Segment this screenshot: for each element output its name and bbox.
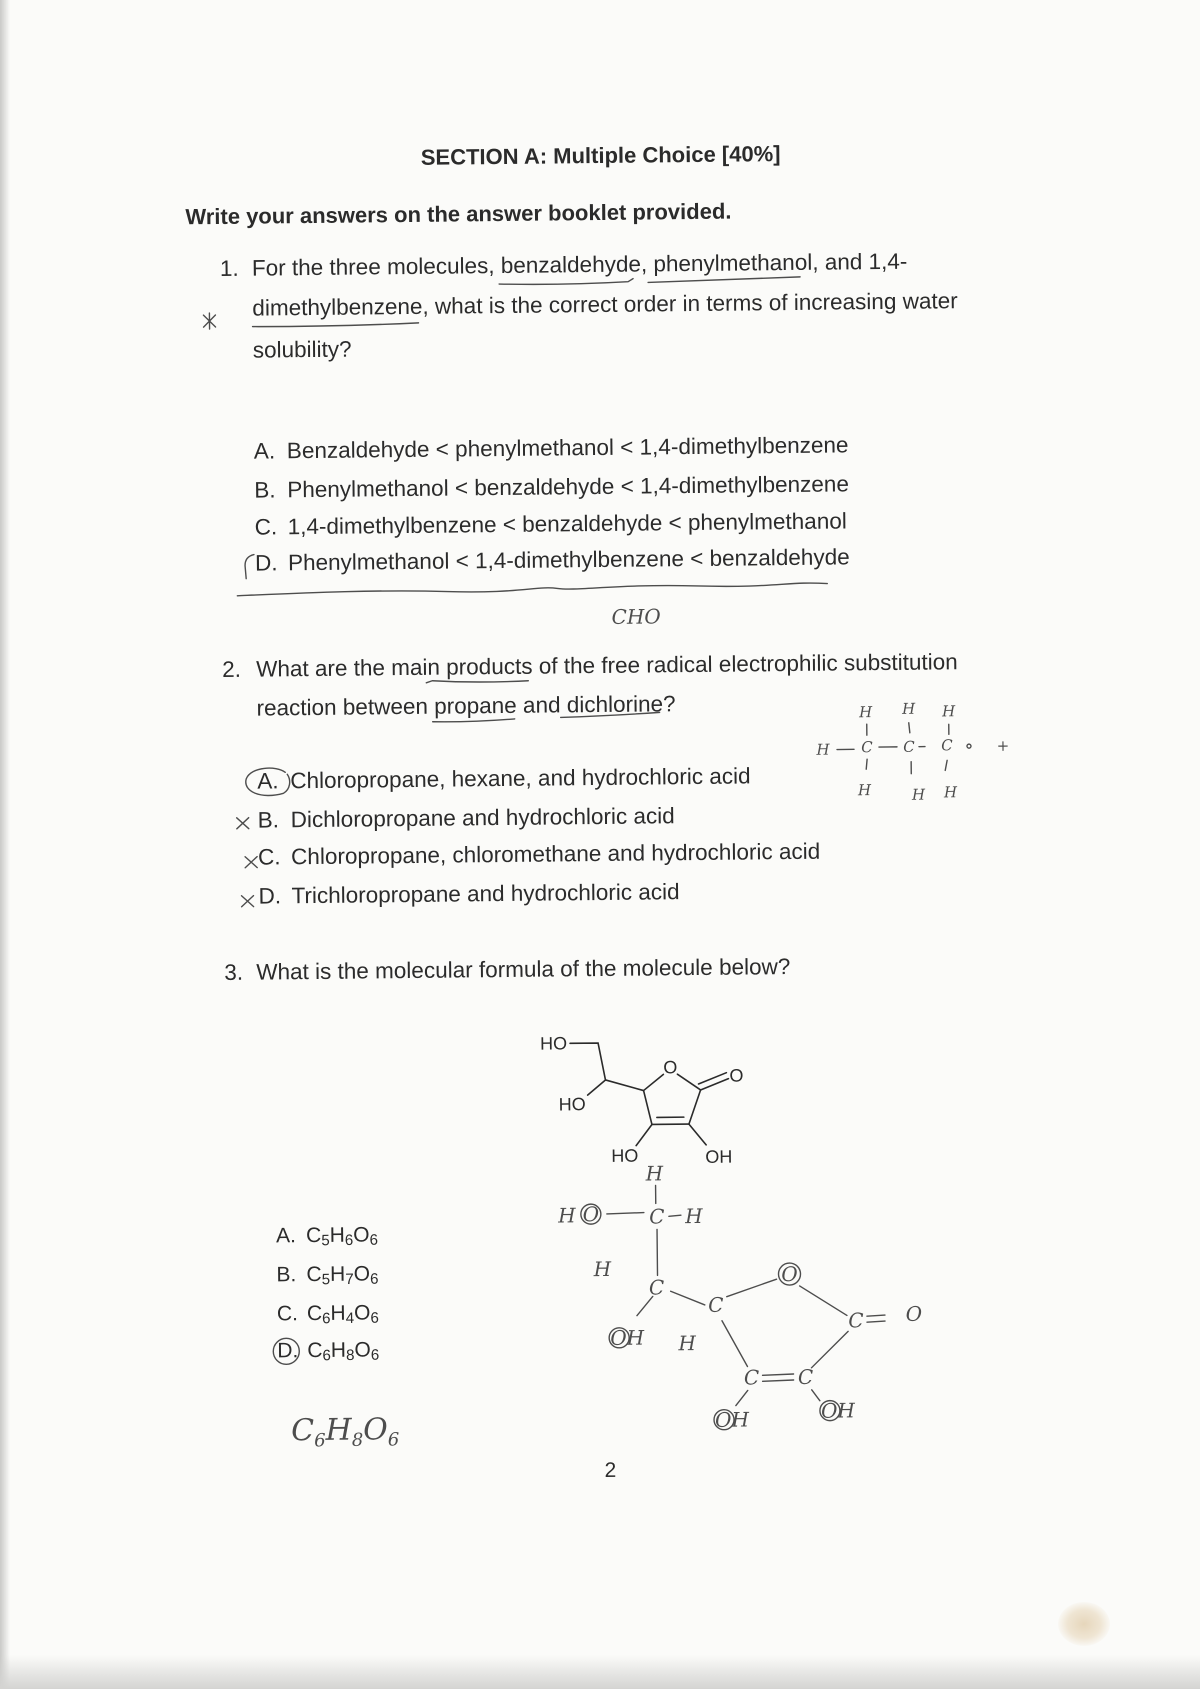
sketch-bonds [607,1183,886,1407]
sketch-atom-h: H [911,785,926,804]
molecule-label-ho: HO [611,1145,639,1166]
sketch-group-oh: OH [610,1325,645,1350]
sketch-atom-c: C [861,738,873,757]
bracket-mark-option-d [245,555,254,579]
bond [605,1080,643,1091]
sketch-atom-h: H [941,702,956,721]
question-text-line: What are the main products of the free radical electrophilic substitution [256,649,958,682]
molecule-bonds [570,1042,729,1147]
ring-bond [677,1074,700,1090]
option-text: Chloropropane, hexane, and hydrochloric acid [290,763,751,794]
formula-element: O [353,1262,371,1286]
ring-bond [643,1074,663,1090]
section-title: SECTION A: Multiple Choice [40%] [420,141,781,170]
underline-dimethylbenzene [253,323,419,327]
wavy-underline-option-d [237,583,827,596]
formula-subscript: 5 [321,1232,330,1250]
ring-bond [689,1090,701,1124]
formula-element: H [330,1338,347,1362]
sketch-atom-h: H [558,1203,576,1228]
option-text: Phenylmethanol < benzaldehyde < 1,4-dimethylbenzene [287,471,850,503]
formula-subscript: 6 [370,1346,380,1364]
sketch-atom-h: H [678,1331,697,1356]
sketch-atom-o: O [582,1202,600,1227]
option-label: C. [254,514,278,540]
formula-subscript: 6 [369,1231,379,1249]
sketch-atom-o: O [781,1261,798,1287]
cross-mark-icon [242,896,254,907]
formula-subscript: 6 [344,1231,354,1250]
sketch-circled-oxygen [581,1202,601,1227]
handwritten-answer-formula [290,1412,400,1452]
handwritten-note-cho: CHO [611,604,661,629]
option-text: Trichloropropane and hydrochloric acid [291,879,680,909]
ring-bond [644,1090,652,1124]
bond [587,1080,605,1095]
option-text: Benzaldehyde < phenylmethanol < 1,4-dimethylbenzene [286,432,849,464]
formula-element: H [329,1223,345,1247]
option-label: D. [277,1339,299,1363]
sketch-atom-o: O [905,1301,923,1326]
instructions: Write your answers on the answer booklet provided. [185,198,732,230]
sketch-atom-c: C [649,1204,665,1229]
bond [636,1124,652,1145]
option-label: B. [257,807,280,833]
printed-molecule-structure [540,1032,744,1169]
sketch-atom-c: C [743,1365,760,1390]
formula-subscript: 6 [322,1347,331,1365]
formula-subscript: 6 [369,1270,379,1288]
formula-element: C [290,1413,315,1449]
option-label: A. [257,768,279,794]
molecule-label-ring-oxygen: O [663,1057,678,1078]
option-text: Dichloropropane and hydrochloric acid [290,803,675,833]
sketch-atom-h: H [858,703,873,722]
sketch-atom-h: H [943,783,958,802]
q3-handwritten-marks [271,1159,923,1437]
formula-element: H [330,1301,346,1325]
formula-element: H [329,1262,346,1286]
sketch-atom-h: H [901,699,916,718]
option-text: Phenylmethanol < 1,4-dimethylbenzene < benzaldehyde [287,544,850,576]
option-label: C. [257,844,281,870]
option-text: Chloropropane, chloromethane and hydrochloric acid [290,838,821,870]
sketch-atom-h: H [816,740,830,759]
option-label: B. [276,1263,297,1287]
formula-subscript: 7 [345,1270,354,1289]
asterisk-mark-icon [203,313,215,329]
molecule-label-ho: HO [558,1094,586,1115]
cross-mark-icon [245,857,257,868]
formula-element: C [307,1338,323,1363]
question-text-line: What is the molecular formula of the molecule below? [256,954,791,985]
option-label: C. [276,1302,299,1326]
question-number: 2. [222,656,242,682]
sketch-atom-h: H [685,1203,703,1229]
formula-element: C [305,1223,322,1248]
question-number: 1. [219,255,239,281]
sketch-plus: + [996,736,1010,755]
sketch-circled-oxygen [714,1410,734,1430]
sketch-bonds [837,722,950,774]
formula-subscript: 6 [387,1429,400,1451]
formula-subscript: 4 [345,1309,355,1328]
formula-element: C [306,1301,323,1326]
question-text-line: reaction between propane and dichlorine? [256,691,676,721]
sketch-atom-c: C [941,736,953,755]
option-text: 1,4-dimethylbenzene < benzaldehyde < phenylmethanol [287,508,847,540]
formula-subscript: 5 [321,1271,331,1289]
option-label: A. [275,1224,297,1248]
option-label: D. [254,550,278,576]
option-formula [307,1336,379,1365]
sketch-atom-c: C [797,1364,814,1389]
sketch-atom-c: C [848,1308,864,1333]
option-formula [307,1299,379,1328]
formula-subscript: 8 [351,1429,364,1451]
option-label: D. [258,883,282,909]
formula-element: O [362,1412,388,1448]
sketch-group-oh: OH [714,1407,750,1432]
sketch-circled-oxygen [778,1263,800,1285]
cross-mark-icon [237,818,249,829]
sketch-atom-h: H [645,1161,664,1186]
sketch-atom-c: C [648,1275,665,1300]
formula-subscript: 6 [322,1310,331,1328]
formula-element: C [306,1262,322,1287]
option-formula [306,1221,378,1250]
option-label: B. [254,477,276,503]
molecule-label-carbonyl-oxygen: O [729,1065,744,1086]
page-number: 2 [604,1458,617,1482]
question-text-line: solubility? [252,336,352,363]
sketch-atom-c: C [903,737,915,756]
sketch-circled-oxygen [609,1328,629,1348]
sketch-circled-oxygen [820,1401,840,1421]
handwritten-propane-sketch [815,699,1010,805]
formula-subscript: 6 [314,1430,326,1452]
option-formula [306,1260,378,1289]
formula-subscript: 6 [370,1309,379,1327]
formula-element: H [325,1412,352,1448]
molecule-label-ho: HO [539,1033,568,1054]
molecule-label-oh: OH [705,1146,733,1167]
sketch-atom-c: C [708,1292,724,1317]
sketch-atom-h: H [857,781,872,800]
formula-element: O [353,1223,370,1247]
bond [570,1043,605,1080]
carbonyl-double-bond [698,1073,728,1090]
bond [689,1124,706,1145]
formula-element: O [354,1338,371,1362]
handwritten-structure-sketch [557,1159,924,1434]
question-text-line: For the three molecules, benzaldehyde, phenylmethanol, and 1,4- [251,248,908,281]
question-number: 3. [224,959,244,985]
sketch-group-oh: OH [820,1398,855,1423]
sketch-dot [967,744,971,748]
formula-element: O [353,1301,371,1325]
sketch-atom-h: H [593,1256,612,1282]
option-label: A. [253,438,276,464]
question-text-line: dimethylbenzene, what is the correct order in terms of increasing water [252,288,958,321]
formula-subscript: 8 [345,1346,355,1364]
